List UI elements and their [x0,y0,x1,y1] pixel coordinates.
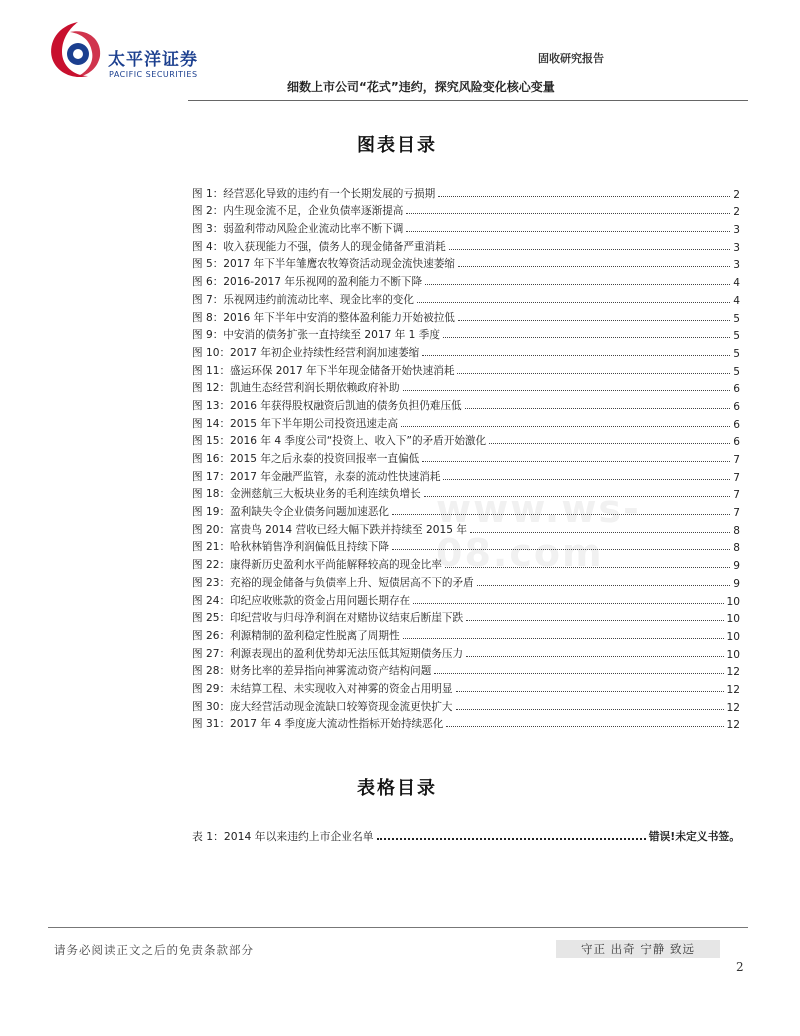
toc-leader-dots [466,656,723,657]
footer-divider [48,927,748,928]
figure-toc-entry[interactable] [192,413,740,431]
table-toc-entry[interactable] [192,826,740,844]
toc-entry-page[interactable]: 12 [726,666,740,679]
figures-toc-list [192,183,740,731]
figure-toc-entry[interactable] [192,431,740,449]
figure-toc-entry[interactable] [192,678,740,696]
toc-entry-page[interactable]: 7 [733,489,740,502]
toc-leader-dots [458,266,730,267]
report-header-title: 细数上市公司“花式”违约，探究风险变化核心变量 [287,80,555,94]
toc-entry-label[interactable]: 图 6：2016-2017 年乐视网的盈利能力不断下降 [192,276,423,289]
brand-name-en: PACIFIC SECURITIES [109,70,198,79]
figure-toc-entry[interactable] [192,554,740,572]
figure-toc-entry[interactable] [192,271,740,289]
toc-entry-label[interactable]: 图 28：财务比率的差异指向神雾流动资产结构问题 [192,665,432,678]
toc-entry-page[interactable]: 3 [733,259,740,272]
toc-entry-page[interactable]: 5 [733,312,740,325]
toc-entry-label[interactable]: 图 15：2016 年 4 季度公司“投资上、收入下”的矛盾开始激化 [192,435,487,448]
toc-entry-page[interactable]: 10 [726,630,740,643]
toc-entry-label[interactable]: 图 29：未结算工程、未实现收入对神雾的资金占用明显 [192,682,453,695]
toc-entry-page[interactable]: 8 [733,524,740,537]
toc-entry-page[interactable]: 3 [733,241,740,254]
figure-toc-entry[interactable] [192,572,740,590]
toc-leader-dots [406,231,730,232]
figure-toc-entry[interactable] [192,625,740,643]
toc-leader-dots [403,638,724,639]
toc-entry-label[interactable]: 图 3：弱盈利带动风险企业流动比率不断下调 [192,223,404,236]
toc-leader-dots [443,337,730,338]
toc-entry-page[interactable]: 4 [733,294,740,307]
figure-toc-entry[interactable] [192,519,740,537]
toc-entry-page[interactable]: 9 [733,560,740,573]
toc-entry-label[interactable]: 图 11：盛运环保 2017 年下半年现金储备开始快速消耗 [192,364,455,377]
toc-entry-label[interactable]: 图 17：2017 年金融严监管，永泰的流动性快速消耗 [192,470,441,483]
toc-entry-page[interactable]: 5 [733,347,740,360]
tables-toc-title: 表格目录 [357,778,437,799]
toc-leader-dots [456,709,724,710]
toc-entry-label[interactable]: 图 21：哈秋林销售净利润偏低且持续下降 [192,541,389,554]
figure-toc-entry[interactable] [192,484,740,502]
figure-toc-entry[interactable] [192,378,740,396]
toc-leader-dots [446,726,723,727]
toc-entry-page[interactable]: 6 [733,383,740,396]
toc-leader-dots [466,620,723,621]
toc-entry-page[interactable]: 10 [726,613,740,626]
toc-entry-page[interactable]: 6 [733,436,740,449]
figure-toc-entry[interactable] [192,661,740,679]
figure-toc-entry[interactable] [192,537,740,555]
toc-entry-label[interactable]: 图 24：印纪应收账款的资金占用问题长期存在 [192,594,411,607]
toc-entry-label[interactable]: 图 10：2017 年初企业持续性经营利润加速萎缩 [192,346,420,359]
figure-toc-entry[interactable] [192,466,740,484]
figure-toc-entry[interactable] [192,448,740,466]
toc-entry-label[interactable]: 图 9：中安消的债务扩张一直持续至 2017 年 1 季度 [192,329,440,342]
toc-leader-dots [438,196,730,197]
toc-leader-dots [392,549,730,550]
figure-toc-entry[interactable] [192,218,740,236]
toc-entry-label[interactable]: 图 16：2015 年之后永泰的投资回报率一直偏低 [192,453,420,465]
toc-entry-page[interactable]: 5 [733,365,740,378]
toc-leader-dots [392,514,730,515]
toc-entry-label[interactable]: 图 13：2016 年获得股权融资后凯迪的债务负担仍难压低 [192,399,462,412]
toc-entry-page[interactable]: 12 [726,719,740,732]
toc-entry-page[interactable]: 12 [726,683,740,696]
toc-leader-dots [377,838,646,840]
pacific-securities-logo-icon [48,20,104,80]
toc-entry-label[interactable]: 图 23：充裕的现金储备与负债率上升、短债居高不下的矛盾 [192,576,474,589]
toc-entry-page[interactable]: 10 [726,595,740,608]
toc-leader-dots [422,355,730,356]
toc-leader-dots [477,585,731,586]
figure-toc-entry[interactable] [192,643,740,661]
toc-entry-page[interactable]: 10 [726,648,740,661]
figure-toc-entry[interactable] [192,201,740,219]
toc-entry-label[interactable]: 图 7：乐视网违约前流动比率、现金比率的变化 [192,293,414,306]
figure-toc-entry[interactable] [192,307,740,325]
toc-entry-label[interactable]: 图 27：利源表现出的盈利优势却无法压低其短期债务压力 [192,647,464,660]
figure-toc-entry[interactable] [192,395,740,413]
toc-leader-dots [443,479,730,480]
page-number: 2 [736,960,744,974]
figure-toc-entry[interactable] [192,236,740,254]
figures-toc-title: 图表目录 [357,135,437,156]
toc-entry-page[interactable]: 7 [733,507,740,520]
footer-disclaimer: 请务必阅读正文之后的免责条款部分 [54,943,254,957]
toc-entry-page[interactable]: 8 [733,542,740,555]
toc-entry-page[interactable]: 6 [733,418,740,431]
toc-entry-page[interactable]: 12 [726,701,740,714]
figure-toc-entry[interactable] [192,360,740,378]
toc-entry-label[interactable]: 图 18：金洲慈航三大板块业务的毛利连续负增长 [192,488,421,501]
figure-toc-entry[interactable] [192,342,740,360]
toc-leader-dots [425,284,730,285]
figure-toc-entry[interactable] [192,183,740,201]
toc-entry-page[interactable]: 2 [733,188,740,201]
figure-toc-entry[interactable] [192,714,740,732]
toc-leader-dots [458,320,730,321]
toc-entry-label[interactable]: 图 1：经营恶化导致的违约有一个长期发展的亏损期 [192,187,436,200]
toc-leader-dots [457,373,730,374]
report-type: 固收研究报告 [538,52,604,65]
figure-toc-entry[interactable] [192,289,740,307]
footer-motto: 守正 出奇 宁静 致远 [556,940,720,958]
toc-leader-dots [406,213,730,214]
toc-entry-page[interactable]: 2 [733,206,740,219]
brand-name-cn: 太平洋证券 [108,50,198,70]
toc-entry-label[interactable]: 图 25：印纪营收与归母净利润在对赌协议结束后断崖下跌 [192,612,464,625]
figure-toc-entry[interactable] [192,608,740,626]
toc-entry-label[interactable]: 图 5：2017 年下半年雏鹰农牧筹资活动现金流快速萎缩 [192,258,455,271]
toc-leader-dots [465,408,731,409]
figure-toc-entry[interactable] [192,501,740,519]
toc-entry-page[interactable]: 7 [733,471,740,484]
toc-entry-page[interactable]: 6 [733,400,740,413]
toc-leader-dots [417,302,730,303]
toc-leader-dots [449,249,730,250]
toc-entry-label[interactable]: 图 14：2015 年下半年期公司投资迅速走高 [192,417,399,430]
toc-entry-label[interactable]: 表 1：2014 年以来违约上市企业名单 [192,830,374,843]
toc-leader-dots [470,532,730,533]
figure-toc-entry[interactable] [192,325,740,343]
toc-leader-dots [413,603,723,604]
toc-entry-page[interactable]: 3 [733,224,740,237]
figure-toc-entry[interactable] [192,696,740,714]
toc-entry-page[interactable]: 9 [733,577,740,590]
toc-entry-page[interactable]: 错误!未定义书签。 [648,830,740,843]
toc-entry-label[interactable]: 图 30：庞大经营活动现金流缺口较筹资现金流更快扩大 [192,700,453,713]
figure-toc-entry[interactable] [192,590,740,608]
toc-entry-label[interactable]: 图 22：康得新历史盈利水平尚能解释较高的现金比率 [192,559,442,572]
toc-entry-label[interactable]: 图 26：利源精制的盈利稳定性脱离了周期性 [192,629,400,642]
figure-toc-entry[interactable] [192,254,740,272]
toc-entry-page[interactable]: 5 [733,330,740,343]
toc-leader-dots [424,496,731,497]
toc-leader-dots [456,691,724,692]
toc-entry-label[interactable]: 图 2：内生现金流不足，企业负债率逐渐提高 [192,205,404,218]
toc-entry-label[interactable]: 图 12：凯迪生态经营利润长期依赖政府补助 [192,382,400,395]
toc-entry-label[interactable]: 图 31：2017 年 4 季度庞大流动性指标开始持续恶化 [192,718,444,731]
toc-entry-label[interactable]: 图 4：收入获现能力不强，债务人的现金储备严重消耗 [192,240,446,253]
toc-leader-dots [489,443,730,444]
toc-entry-label[interactable]: 图 8：2016 年下半年中安消的整体盈利能力开始被拉低 [192,311,455,324]
tables-toc-list [192,826,740,844]
toc-leader-dots [434,673,723,674]
toc-entry-label[interactable]: 图 20：富贵鸟 2014 营收已经大幅下跌并持续至 2015 年 [192,523,467,536]
toc-leader-dots [403,390,731,391]
header-divider [188,100,748,101]
toc-leader-dots [401,426,730,427]
toc-entry-page[interactable]: 4 [733,277,740,290]
toc-entry-label[interactable]: 图 19：盈利缺失令企业债务问题加速恶化 [192,506,389,519]
watermark: www.ws-08.com [436,487,641,575]
toc-leader-dots [422,461,730,462]
toc-leader-dots [445,567,730,568]
toc-entry-page[interactable]: 7 [733,454,740,466]
